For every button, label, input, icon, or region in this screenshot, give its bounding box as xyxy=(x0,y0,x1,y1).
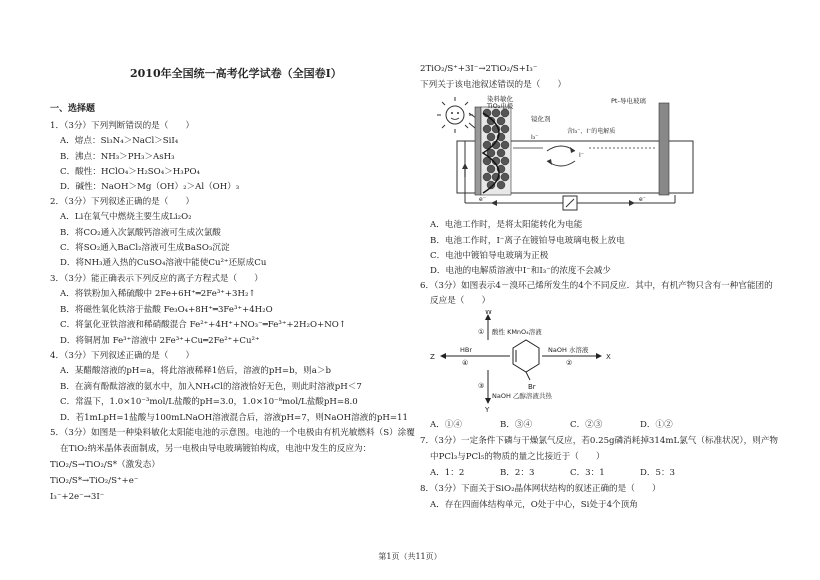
i-label: I⁻ xyxy=(579,152,584,159)
q4-option-d: D．若1mLpH=1盐酸与100mLNaOH溶液混合后，溶液pH=7，则NaOH溶液的pH=11 xyxy=(60,413,408,423)
q4-option-b: B．在滴有酚酞溶液的氨水中，加入NH₄Cl的溶液恰好无色，则此时溶液pH＜7 xyxy=(60,382,362,392)
sun-icon xyxy=(437,97,473,133)
q7-option-a: A．1：2 xyxy=(430,468,465,478)
reaction-1-condition: 酸性 KMnO₄溶液 xyxy=(492,328,542,336)
solar-cell-diagram xyxy=(435,93,700,211)
paper-title: 2010年全国统一高考化学试卷（全国卷Ⅰ） xyxy=(130,67,342,80)
q7-option-b: B．2：3 xyxy=(500,468,535,478)
q5-stem-line1: 5．（3分）如图是一种染料敏化太阳能电池的示意图。电池的一个电极由有机光敏燃料（S）涂覆 xyxy=(50,428,415,438)
q5-option-b: B．电池工作时，I⁻离子在镀铂导电玻璃电极上放电 xyxy=(430,236,625,246)
q1-option-a: A．熔点：Si₃N₄＞NaCl＞SiI₄ xyxy=(60,136,179,146)
reaction-4-number: ④ xyxy=(462,359,469,367)
br-substituent: Br xyxy=(528,383,536,391)
q1-stem: 1．（3分）下列判断错误的是（ ） xyxy=(50,121,195,131)
q1-option-c: C．酸性：HClO₄＞H₂SO₄＞H₃PO₄ xyxy=(60,167,200,177)
electron-left-label: e⁻ xyxy=(479,196,486,203)
q6-option-b: B．③④ xyxy=(500,420,533,430)
cyclohexene-ring xyxy=(513,340,539,372)
reaction-3-number: ③ xyxy=(478,382,485,390)
pt-label: Pt-导电玻璃 xyxy=(611,97,646,105)
q4-option-a: A．某醋酸溶液的pH=a，将此溶液稀释1倍后，溶液的pH=b，则a＞b xyxy=(60,366,331,376)
q5-reaction-2: TiO₂/S*→TiO₂/S⁺+e⁻ xyxy=(50,476,139,486)
q1-option-b: B．沸点：NH₃＞PH₃＞AsH₃ xyxy=(60,152,175,162)
q2-stem: 2．（3分）下列叙述正确的是（ ） xyxy=(50,197,195,207)
tio2-label: TiO₂电极 xyxy=(487,102,514,110)
product-w: W xyxy=(485,310,492,316)
i3-label: I₃⁻ xyxy=(531,134,539,141)
mediator-label: 镜化剂 xyxy=(531,115,551,123)
reaction-3-condition: NaOH 乙醇溶液共热 xyxy=(492,392,552,400)
electrolyte-label: 含I₃⁻、I⁻的电解质 xyxy=(567,128,616,135)
tio2-electrode xyxy=(475,107,481,195)
q7-stem-line2: 中PCl₃与PCl₅的物质的量之比接近于（ ） xyxy=(430,452,605,462)
q5-reaction-1: TiO₂/S→TiO₂/S*（激发态） xyxy=(50,460,160,470)
q6-option-d: D．①② xyxy=(640,420,673,430)
nanoparticle-stack xyxy=(481,107,511,195)
q3-stem: 3．（3分）能正确表示下列反应的离子方程式是（ ） xyxy=(50,274,263,284)
q4-option-c: C．常温下，1.0×10⁻³mol/L盐酸的pH=3.0，1.0×10⁻⁸mol/L盐酸pH=8.0 xyxy=(60,397,358,407)
q6-option-a: A．①④ xyxy=(430,420,462,430)
q3-option-d: D．将铜屑加 Fe³⁺溶液中 2Fe³⁺+Cu═2Fe²⁺+Cu²⁺ xyxy=(60,336,260,346)
q5-option-c: C．电池中镀铂导电玻璃为正极 xyxy=(430,251,549,261)
pt-electrode xyxy=(659,103,669,195)
q2-option-d: D．将NH₃通入热的CuSO₄溶液中能使Cu²⁺还原成Cu xyxy=(60,258,267,268)
q6-stem-line2: 反应是（ ） xyxy=(430,296,491,306)
q3-option-b: B．将磁性氧化铁溶于盐酸 Fe₃O₄+8H⁺═3Fe³⁺+4H₂O xyxy=(60,305,273,315)
q2-option-b: B．将CO₂通入次氯酸钙溶液可生成次氯酸 xyxy=(60,228,221,238)
q2-option-a: A．Li在氧气中燃烧主要生成Li₂O₂ xyxy=(60,212,192,222)
q5-option-a: A．电池工作时，是将太阳能转化为电能 xyxy=(430,220,583,230)
bromocyclohexene-reaction-diagram xyxy=(430,310,630,415)
q1-option-d: D．碱性：NaOH＞Mg（OH）₂＞Al（OH）₃ xyxy=(60,182,240,192)
electron-right-label: e⁻ xyxy=(639,196,646,203)
q5-question: 下列关于该电池叙述错误的是（ ） xyxy=(420,80,567,90)
dye-label: 染料敏化 xyxy=(487,95,513,103)
q6-stem-line1: 6．（3分）如图表示4－溴环己烯所发生的4个不同反应．其中，有机产物只含有一种官能团的 xyxy=(420,281,773,291)
q4-stem: 4．（3分）下列叙述正确的是（ ） xyxy=(50,351,195,361)
q7-option-c: C．3：1 xyxy=(570,468,605,478)
q5-option-d: D．电池的电解质溶液中I⁻和I₃⁻的浓度不会减少 xyxy=(430,266,611,276)
q7-option-d: D．5：3 xyxy=(640,468,676,478)
page-footer: 第1页（共11页） xyxy=(378,552,442,561)
reaction-2-number: ② xyxy=(566,359,573,367)
reaction-2-condition: NaOH 水溶液 xyxy=(548,346,589,354)
product-y: Y xyxy=(485,406,490,414)
q3-option-a: A．将铁粉加入稀硫酸中 2Fe+6H⁺═2Fe³⁺+3H₂↑ xyxy=(60,289,256,299)
q3-option-c: C．将氯化亚铁溶液和稀硝酸混合 Fe²⁺+4H⁺+NO₃⁻═Fe³⁺+2H₂O+NO↑ xyxy=(60,320,346,330)
q5-reaction-4: 2TiO₂/S⁺+3I⁻→2TiO₂/S+I₃⁻ xyxy=(420,64,538,74)
q5-reaction-3: I₃⁻+2e⁻→3I⁻ xyxy=(50,492,105,502)
reaction-1-number: ① xyxy=(478,328,485,336)
section-heading: 一、选择题 xyxy=(50,104,96,114)
q8-stem: 8．（3分）下面关于SiO₂晶体网状结构的叙述正确的是（ ） xyxy=(420,484,661,494)
reaction-4-condition: HBr xyxy=(460,346,473,354)
q5-stem-line2: 在TiO₂纳米晶体表面制成，另一电极由导电玻璃镀铂构成，电池中发生的反应为： xyxy=(60,444,372,454)
q7-stem-line1: 7．（3分）一定条件下磷与干燥氯气反应，若0.25g磷消耗掉314mL氯气（标准状况），则产物 xyxy=(420,436,779,446)
q8-option-a: A．存在四面体结构单元，O处于中心，Si处于4个顶角 xyxy=(430,500,638,510)
product-z: Z xyxy=(430,353,435,361)
q6-option-c: C．②③ xyxy=(570,420,603,430)
q2-option-c: C．将SO₂通入BaCl₂溶液可生成BaSO₃沉淀 xyxy=(60,243,230,253)
product-x: X xyxy=(606,353,611,361)
